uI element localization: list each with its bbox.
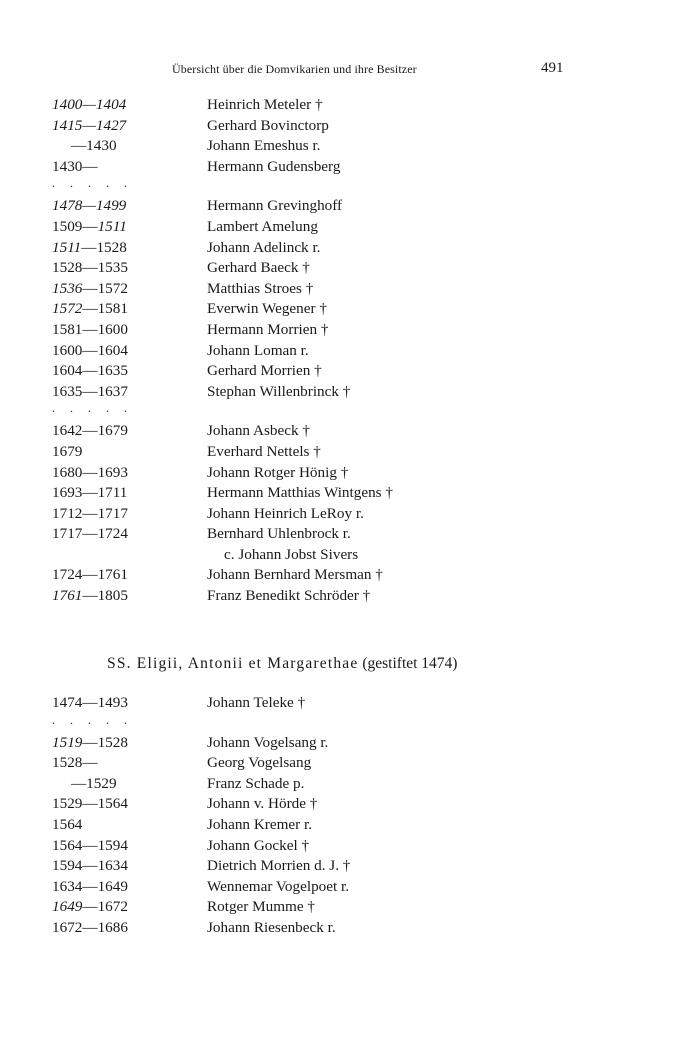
list-item <box>52 157 652 178</box>
date-part: 1761 <box>52 587 83 605</box>
list-item <box>52 258 652 279</box>
tenure-dates <box>52 753 98 774</box>
date-part: 1717—1724 <box>52 525 128 543</box>
tenure-dates <box>52 836 128 857</box>
date-part: —1529 <box>52 774 117 792</box>
list-item <box>52 586 652 607</box>
page-number: 491 <box>541 60 564 76</box>
tenure-dates <box>52 877 128 898</box>
vicar-name: Dietrich Morrien d. J. † <box>207 857 351 875</box>
list-item <box>52 504 652 525</box>
running-header <box>0 60 700 80</box>
tenure-dates <box>52 794 128 815</box>
vicar-name: Johann v. Hörde † <box>207 795 318 813</box>
vicar-name: Georg Vogelsang <box>207 754 312 772</box>
vicar-name: Stephan Willenbrinck † <box>207 382 351 400</box>
date-part: 1519 <box>52 733 83 751</box>
date-part: 1680—1693 <box>52 463 128 481</box>
list-item <box>52 918 652 939</box>
date-part: 1511 <box>52 238 82 256</box>
list-item <box>52 238 652 259</box>
vicar-name: Hermann Morrien † <box>207 320 329 338</box>
vicar-name: Hermann Gudensberg <box>207 157 341 175</box>
vicar-name: Johann Teleke † <box>207 694 306 711</box>
tenure-dates <box>52 361 128 382</box>
date-part: . . . . . <box>52 712 133 727</box>
vicar-name: Wennemar Vogelpoet r. <box>207 877 350 895</box>
date-part: 1509— <box>52 217 98 235</box>
list-item <box>52 196 652 217</box>
date-part: 1528— <box>52 754 98 772</box>
ellipsis-row <box>52 402 652 421</box>
list-item <box>52 565 652 586</box>
vicar-name: Franz Schade p. <box>207 774 305 792</box>
vicar-name: Johann Loman r. <box>207 341 309 359</box>
list-item <box>52 361 652 382</box>
date-part: 1400—1404 <box>52 96 127 113</box>
date-part: 1564 <box>52 815 83 833</box>
tenure-dates <box>52 299 128 320</box>
date-part: 1511 <box>97 217 127 235</box>
list-item <box>52 877 652 898</box>
tenure-dates <box>52 524 128 545</box>
tenure-dates <box>52 320 128 341</box>
date-part: 1564—1594 <box>52 836 128 854</box>
tenure-dates <box>52 196 126 217</box>
vicar-name: Rotger Mumme † <box>207 898 315 916</box>
date-part: 1634—1649 <box>52 877 128 895</box>
vicar-list-main <box>52 95 652 607</box>
date-part: 1693—1711 <box>52 484 128 502</box>
tenure-dates <box>52 586 128 607</box>
tenure-dates <box>52 815 82 836</box>
list-item <box>52 483 652 504</box>
date-part: 1679 <box>52 442 83 460</box>
vicar-list-eligii <box>52 693 652 939</box>
date-part: —1528 <box>82 733 128 751</box>
list-item <box>52 116 652 137</box>
tenure-dates <box>52 504 128 525</box>
list-item <box>52 545 652 566</box>
vicar-name: Johann Kremer r. <box>207 815 313 833</box>
tenure-dates <box>52 258 128 279</box>
tenure-dates <box>52 421 128 442</box>
list-item <box>52 753 652 774</box>
vicar-name: Hermann Grevinghoff <box>207 197 343 215</box>
tenure-dates <box>52 116 126 137</box>
ellipsis-row <box>52 714 652 733</box>
tenure-dates <box>52 565 128 586</box>
list-item <box>52 794 652 815</box>
tenure-dates <box>52 897 128 918</box>
vicar-name: Franz Benedikt Schröder † <box>207 587 371 605</box>
tenure-dates <box>52 136 117 157</box>
date-part: 1594—1634 <box>52 857 128 875</box>
tenure-dates <box>52 341 128 362</box>
list-item <box>52 836 652 857</box>
vicar-name: Johann Bernhard Mersman † <box>207 566 383 584</box>
date-part: 1635—1637 <box>52 382 128 400</box>
list-item <box>52 382 652 403</box>
date-part: —1805 <box>82 587 128 605</box>
list-item <box>52 774 652 795</box>
vicar-name: Gerhard Baeck † <box>207 259 310 277</box>
date-part: —1528 <box>81 238 127 256</box>
vicar-name: Johann Vogelsang r. <box>207 733 329 751</box>
vicar-name: Johann Emeshus r. <box>207 137 321 155</box>
tenure-dates <box>52 463 128 484</box>
list-item <box>52 463 652 484</box>
date-part: 1536 <box>52 279 83 297</box>
tenure-dates <box>52 173 133 194</box>
vicar-name: Matthias Stroes † <box>207 279 314 297</box>
list-item <box>52 279 652 300</box>
date-part: 1642—1679 <box>52 422 128 440</box>
list-item <box>52 320 652 341</box>
tenure-dates <box>52 483 127 504</box>
tenure-dates <box>52 398 133 419</box>
list-item <box>52 136 652 157</box>
date-part: 1478—1499 <box>52 197 127 215</box>
date-part: 1724—1761 <box>52 566 128 584</box>
tenure-dates <box>52 733 128 754</box>
date-part: —1581 <box>82 300 128 318</box>
date-part: —1672 <box>82 898 128 916</box>
vicar-name: Everhard Nettels † <box>207 442 321 460</box>
vicar-name: Hermann Matthias Wintgens † <box>207 484 393 502</box>
list-item <box>52 524 652 545</box>
header-title: Übersicht über die Domvikarien und ihre Besitzer <box>172 62 417 76</box>
vicar-name: Lambert Amelung <box>207 217 318 235</box>
date-part: 1581—1600 <box>52 320 128 338</box>
section-title <box>107 655 457 673</box>
date-part: 1415—1427 <box>52 116 127 134</box>
date-part: —1572 <box>82 279 128 297</box>
date-part: 1649 <box>52 898 83 916</box>
vicar-name: Johann Gockel † <box>207 836 310 854</box>
date-part: 1430— <box>52 157 98 175</box>
date-part: 1712—1717 <box>52 504 128 522</box>
ellipsis-row <box>52 177 652 196</box>
date-part: 1672—1686 <box>52 918 128 936</box>
vicar-name: Everwin Wegener † <box>207 300 327 318</box>
tenure-dates <box>52 442 82 463</box>
date-part: 1528—1535 <box>52 259 128 277</box>
vicar-name: Heinrich Meteler † <box>207 96 323 113</box>
vicar-name: Johann Rotger Hönig † <box>207 463 349 481</box>
vicar-name: c. Johann Jobst Sivers <box>224 545 359 563</box>
vicar-name: Gerhard Bovinctorp <box>207 116 329 134</box>
vicar-name: Gerhard Morrien † <box>207 362 322 380</box>
tenure-dates <box>52 856 128 877</box>
tenure-dates <box>52 279 128 300</box>
list-item <box>52 341 652 362</box>
tenure-dates <box>52 217 127 238</box>
list-item <box>52 95 652 116</box>
tenure-dates <box>52 918 128 939</box>
tenure-dates <box>52 95 126 116</box>
vicar-name: Johann Adelinck r. <box>207 238 321 256</box>
section-title-note: (gestiftet 1474) <box>358 655 458 672</box>
list-item <box>52 442 652 463</box>
list-item <box>52 217 652 238</box>
date-part: —1430 <box>52 137 117 155</box>
list-item <box>52 693 652 714</box>
list-item <box>52 299 652 320</box>
date-part: . . . . . <box>52 401 133 416</box>
tenure-dates <box>52 238 127 259</box>
date-part: 1572 <box>52 300 83 318</box>
date-part: 1600—1604 <box>52 341 128 359</box>
vicar-name: Bernhard Uhlenbrock r. <box>207 525 351 543</box>
date-part: 1529—1564 <box>52 795 128 813</box>
tenure-dates <box>52 710 133 731</box>
date-part: . . . . . <box>52 176 133 191</box>
section-title-main: SS. Eligii, Antonii et Margarethae <box>107 655 359 672</box>
vicar-name: Johann Riesenbeck r. <box>207 918 336 936</box>
list-item <box>52 815 652 836</box>
list-item <box>52 897 652 918</box>
tenure-dates <box>52 774 117 795</box>
vicar-name: Johann Asbeck † <box>207 422 310 440</box>
date-part: 1604—1635 <box>52 362 128 380</box>
list-item <box>52 733 652 754</box>
date-part: 1474—1493 <box>52 694 128 711</box>
list-item <box>52 856 652 877</box>
list-item <box>52 421 652 442</box>
vicar-name: Johann Heinrich LeRoy r. <box>207 504 364 522</box>
